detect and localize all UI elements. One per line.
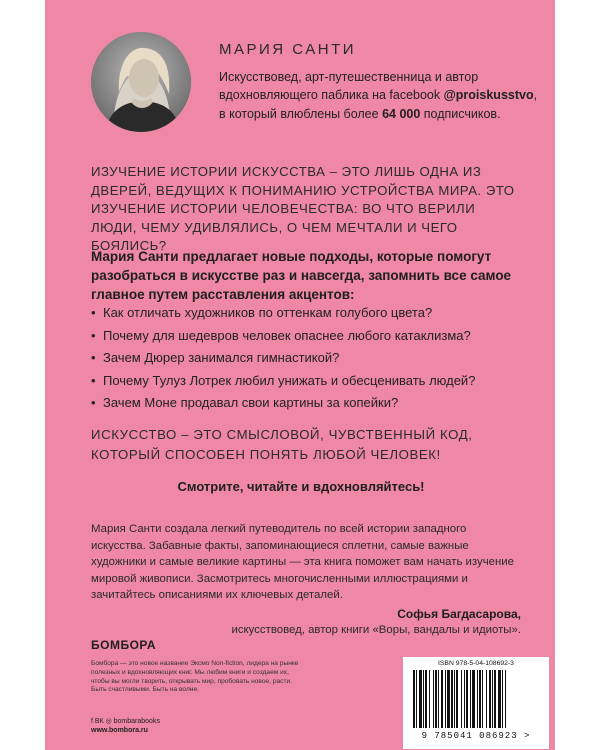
author-bio-text-2: , в который влюблены более xyxy=(219,88,538,121)
publisher-logo: БОМБОРА xyxy=(91,638,157,652)
barcode-bar xyxy=(433,670,434,728)
barcode-bar xyxy=(447,670,450,728)
call-to-action: Смотрите, читайте и вдохновляйтесь! xyxy=(177,479,425,494)
barcode-bar xyxy=(445,670,446,728)
barcode-bar xyxy=(466,670,468,728)
social-links: f ВК ◎ bombarabooks xyxy=(91,718,160,725)
barcode-bar xyxy=(477,670,478,728)
author-name: МАРИЯ САНТИ xyxy=(219,41,357,58)
barcode-bar xyxy=(441,670,443,728)
bullet-icon: • xyxy=(91,350,96,366)
list-item xyxy=(91,347,531,370)
ean-number: 9 785041 086923 > xyxy=(421,731,531,741)
barcode-bar xyxy=(423,670,424,728)
question-text: Зачем Моне продавал свои картины за копейки? xyxy=(103,395,399,411)
barcode-bar xyxy=(456,670,458,728)
barcode-bar xyxy=(429,670,430,728)
barcode-bar xyxy=(479,670,481,728)
barcode-bar xyxy=(461,670,462,728)
publisher-website: www.bombora.ru xyxy=(91,727,148,734)
bullet-icon: • xyxy=(91,395,96,411)
barcode-box xyxy=(403,657,549,749)
author-handle: @proiskusstvo xyxy=(443,88,534,103)
intro-paragraph: Мария Санти предлагает новые подходы, которые помогут разобраться в искусстве раз и навсегда, запомнить все самое главное путем расставления акцентов: xyxy=(91,249,512,302)
author-bio-text-3: подписчиков. xyxy=(420,106,501,121)
barcode-bar xyxy=(502,670,503,728)
author-photo xyxy=(91,32,191,132)
list-item xyxy=(91,302,531,325)
barcode-bar xyxy=(505,670,506,728)
barcode-bar xyxy=(435,670,437,728)
barcode-bar xyxy=(416,670,417,728)
barcode-bar xyxy=(464,670,465,728)
question-text: Почему Тулуз Лотрек любил унижать и обесценивать людей? xyxy=(103,372,476,388)
motto-paragraph: ИСКУССТВО – ЭТО СМЫСЛОВОЙ, ЧУВСТВЕННЫЙ КОД, КОТОРЫЙ СПОСОБЕН ПОНЯТЬ ЛЮБОЙ ЧЕЛОВЕК! xyxy=(91,427,473,462)
publisher-description: Бомбора — это новое название Эксмо Non-fiction, лидера на рынке полезных и вдохновляющих книг. Мы любим книги и создаем их, чтобы вы могли творить, открывать мир, пробовать новое, расти. Быть счастливыми. Быть на волне. xyxy=(91,660,299,694)
author-bio-text-1: Искусствовед, арт-путешественница и автор вдохновляющего паблика на facebook xyxy=(219,70,479,103)
list-item xyxy=(91,370,531,393)
lead-paragraph: ИЗУЧЕНИЕ ИСТОРИИ ИСКУССТВА – ЭТО ЛИШЬ ОДНА ИЗ ДВЕРЕЙ, ВЕДУЩИХ К ПОНИМАНИЮ УСТРОЙСТВА МИРА. ЭТО ИЗУЧЕНИЕ ИСТОРИИ ЧЕЛОВЕЧЕСТВА: ВО ЧТО ВЕРИЛИ ЛЮДИ, ЧЕМУ УДИВЛЯЛИСЬ, О ЧЕМ МЕЧТАЛИ И ЧЕГО БОЯЛИСЬ? xyxy=(91,164,515,254)
barcode-bar xyxy=(494,670,496,728)
questions-list xyxy=(91,302,531,415)
bullet-icon: • xyxy=(91,327,96,343)
author-portrait-image xyxy=(91,32,191,132)
barcode-bar xyxy=(472,670,475,728)
subscriber-count: 64 000 xyxy=(382,106,421,121)
question-text: Почему для шедевров человек опаснее любого катаклизма? xyxy=(103,327,471,343)
question-text: Зачем Дюрер занимался гимнастикой? xyxy=(103,350,340,366)
bullet-icon: • xyxy=(91,305,96,320)
barcode-bar xyxy=(419,670,422,728)
reviewer-role: искусствовед, автор книги «Воры, вандалы и идиоты». xyxy=(231,624,521,636)
bullet-icon: • xyxy=(91,372,96,388)
barcode-bar xyxy=(425,670,427,728)
barcode-bar xyxy=(498,670,501,728)
isbn-label: ISBN 978-5-04-108692-3 xyxy=(438,660,514,667)
author-bio xyxy=(219,68,539,123)
barcode-bar xyxy=(438,670,439,728)
back-cover xyxy=(45,0,555,750)
barcode-bar xyxy=(470,670,471,728)
list-item xyxy=(91,392,531,415)
barcode-bar xyxy=(492,670,493,728)
question-text: Как отличать художников по оттенкам голубого цвета? xyxy=(103,305,433,320)
barcode-bar xyxy=(451,670,453,728)
barcode-bar xyxy=(489,670,491,728)
barcode-image xyxy=(411,670,541,728)
review-text: Мария Санти создала легкий путеводитель по всей истории западного искусства. Забавные факты, запоминающиеся сплетни, самые важные художники и самые великие картины — эта книга поможет вам начать изучение мировой живописи. Засмотритесь многочисленными иллюстрациями и зачитайтесь описаниями их ключевых деталей. xyxy=(91,523,514,602)
barcode-bar xyxy=(413,670,415,728)
barcode-bar xyxy=(482,670,483,728)
barcode-bar xyxy=(454,670,455,728)
reviewer-name: Софья Багдасарова, xyxy=(397,607,521,621)
barcode-bar xyxy=(486,670,487,728)
list-item xyxy=(91,325,531,348)
